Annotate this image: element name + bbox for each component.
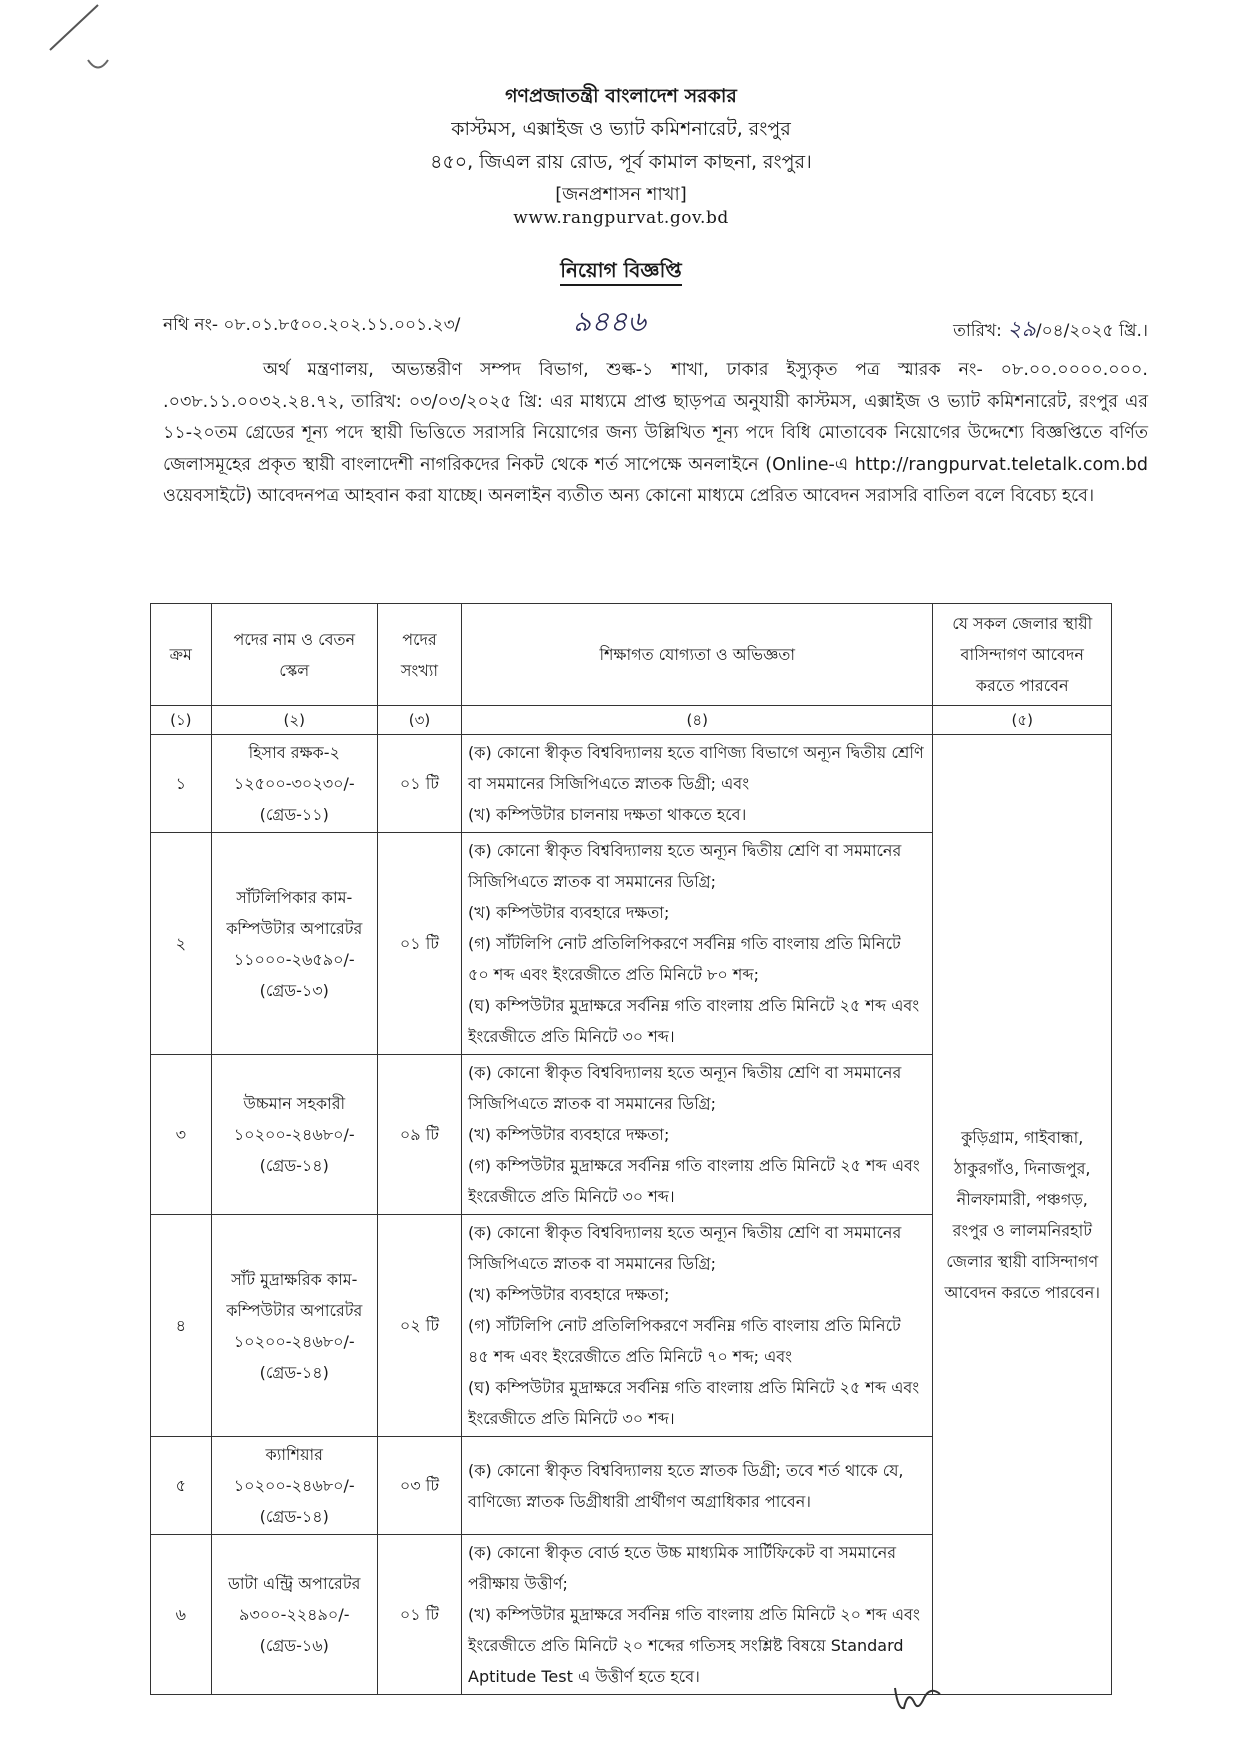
qualification-line: (ক) কোনো স্বীকৃত বিশ্ববিদ্যালয় হতে অন্যূন দ্বিতীয় শ্রেণি বা সমমানের সিজিপিএতে স্নাতক বা সমমানের ডিগ্রি; [468, 841, 902, 891]
post-line: ক্যাশিয়ার [265, 1445, 323, 1464]
qualification-line: (ক) কোনো স্বীকৃত বিশ্ববিদ্যালয় হতে অন্যূন দ্বিতীয় শ্রেণি বা সমমানের সিজিপিএতে স্নাতক বা সমমানের ডিগ্রি; [468, 1223, 902, 1273]
qualification-line: (খ) কম্পিউটার ব্যবহারে দক্ষতা; [468, 903, 670, 922]
col-number: (৩) [377, 706, 461, 735]
notice-title-text: নিয়োগ বিজ্ঞপ্তি [560, 258, 682, 286]
row-qualification [462, 735, 933, 833]
col-number: (২) [211, 706, 377, 735]
row-qualification [462, 833, 933, 1055]
row-post [211, 1215, 377, 1437]
row-post [211, 1055, 377, 1215]
office-address: ৪৫০, জিএল রায় রোড, পূর্ব কামাল কাছনা, রংপুর। [430, 151, 812, 173]
row-sl: ২ [151, 833, 212, 1055]
row-post [211, 1437, 377, 1535]
row-sl: ৩ [151, 1055, 212, 1215]
post-line: হিসাব রক্ষক-২ [248, 743, 340, 762]
col-number: (৫) [933, 706, 1112, 735]
post-line: (গ্রেড-১১) [259, 805, 329, 824]
date-label: তারিখ: [953, 321, 1002, 341]
qualification-line: (গ) সাঁটলিপি নোট প্রতিলিপিকরণে সর্বনিম্ন গতি বাংলায় প্রতি মিনিটে ৫০ শব্দ এবং ইংরেজীতে প্রতি মিনিটে ৮০ শব্দ; [468, 934, 901, 984]
row-post [211, 833, 377, 1055]
memo-handwritten-number: ৯৪৪৬ [573, 305, 646, 338]
post-line: (গ্রেড-১৪) [259, 1507, 329, 1526]
notice-title [0, 256, 1242, 289]
qualification-line: (খ) কম্পিউটার চালনায় দক্ষতা থাকতে হবে। [468, 805, 747, 824]
qualification-line: (গ) সাঁটলিপি নোট প্রতিলিপিকরণে সর্বনিম্ন গতি বাংলায় প্রতি মিনিটে ৪৫ শব্দ এবং ইংরেজীতে প্রতি মিনিটে ৭০ শব্দ; এবং [468, 1316, 901, 1366]
qualification-line: (ঘ) কম্পিউটার মুদ্রাক্ষরে সর্বনিম্ন গতি বাংলায় প্রতি মিনিটে ২৫ শব্দ এবং ইংরেজীতে প্রতি মিনিটে ৩০ শব্দ। [468, 1378, 920, 1428]
post-line: (গ্রেড-১৬) [259, 1636, 329, 1655]
column-number-row [151, 706, 1112, 735]
qualification-line: (খ) কম্পিউটার ব্যবহারে দক্ষতা; [468, 1125, 670, 1144]
qualification-line: (ঘ) কম্পিউটার মুদ্রাক্ষরে সর্বনিম্ন গতি বাংলায় প্রতি মিনিটে ২৫ শব্দ এবং ইংরেজীতে প্রতি মিনিটে ৩০ শব্দ। [468, 996, 920, 1046]
header-sl: ক্রম [151, 604, 212, 706]
post-line: (গ্রেড-১৪) [259, 1362, 329, 1382]
header-districts: যে সকল জেলার স্থায়ী বাসিন্দাগণ আবেদন করতে পারবেন [933, 604, 1112, 706]
post-line: ১০২০০-২৪৬৮০/- [233, 1476, 355, 1495]
post-line: (গ্রেড-১৩) [259, 980, 329, 1000]
post-line: সাঁট মুদ্রাক্ষরিক কাম-কম্পিউটার অপারেটর [226, 1269, 363, 1320]
eligible-districts [933, 735, 1112, 1695]
table-body [151, 706, 1112, 1695]
col-number: (১) [151, 706, 212, 735]
post-line: ১০২০০-২৪৬৮০/- [233, 1125, 355, 1144]
col-number: (৪) [462, 706, 933, 735]
post-line: উচ্চমান সহকারী [243, 1094, 346, 1113]
row-count: ০১ টি [377, 735, 461, 833]
row-count: ০২ টি [377, 1215, 461, 1437]
row-sl: ৬ [151, 1535, 212, 1695]
eligible-districts-text: কুড়িগ্রাম, গাইবান্ধা, ঠাকুরগাঁও, দিনাজপুর, নীলফামারী, পঞ্চগড়, রংপুর ও লালমনিরহাট জেলার স্থায়ী বাসিন্দাগণ আবেদন করতে পারবেন। [944, 1127, 1100, 1302]
row-qualification [462, 1215, 933, 1437]
row-qualification [462, 1437, 933, 1535]
row-post [211, 735, 377, 833]
row-sl: ৫ [151, 1437, 212, 1535]
qualification-line: (ক) কোনো স্বীকৃত বিশ্ববিদ্যালয় হতে বাণিজ্য বিভাগে অন্যূন দ্বিতীয় শ্রেণি বা সমমানের সিজিপিএতে স্নাতক ডিগ্রী; এবং [468, 743, 924, 793]
row-sl: ৪ [151, 1215, 212, 1437]
table-row [151, 735, 1112, 833]
post-line: ১২৫০০-৩০২৩০/- [233, 774, 355, 793]
memo-number: নথি নং- ০৮.০১.৮৫০০.২০২.১১.০০১.২৩/ [163, 315, 461, 335]
qualification-line: (খ) কম্পিউটার মুদ্রাক্ষরে সর্বনিম্ন গতি বাংলায় প্রতি মিনিটে ২০ শব্দ এবং ইংরেজীতে প্রতি মিনিটে ২০ শব্দের গতিসহ সংশ্লিষ্ট বিষয়ে Standard Aptitude Test এ উত্তীর্ণ হতে হবে। [468, 1605, 920, 1686]
office-name: কাস্টমস, এক্সাইজ ও ভ্যাট কমিশনারেট, রংপুর [451, 118, 791, 140]
post-line: (গ্রেড-১৪) [259, 1156, 329, 1175]
government-name: গণপ্রজাতন্ত্রী বাংলাদেশ সরকার [505, 85, 737, 107]
notice-body: অর্থ মন্ত্রণালয়, অভ্যন্তরীণ সম্পদ বিভাগ, শুল্ক-১ শাখা, ঢাকার ইস্যুকৃত পত্র স্মারক নং- ০৮.০০.০০০০.০০০. .০৩৮.১১.০০৩২.২৪.৭২, তারিখ: ০৩/০৩/২০২৫ খ্রি: এর মাধ্যমে প্রাপ্ত ছাড়পত্র অনুযায়ী কাস্টমস, এক্সাইজ ও ভ্যাট কমিশনারেট, রংপুর এর ১১-২০তম গ্রেডের শূন্য পদে স্থায়ী ভিত্তিতে সরাসরি নিয়োগের জন্য উল্লিখিত শূন্য পদে বিধি মোতাবেক নিয়োগের উদ্দেশ্যে বিজ্ঞপ্তিতে বর্ণিত জেলাসমূহের প্রকৃত স্থায়ী বাংলাদেশী নাগরিকদের নিকট থেকে শর্ত সাপেক্ষে অনলাইনে (Online-এ http://rangpurvat.teletalk.com.bd ওয়েবসাইটে) আবেদনপত্র আহবান করা যাচ্ছে। অনলাইন ব্যতীত অন্য কোনো মাধ্যমে প্রেরিত আবেদন সরাসরি বাতিল বলে বিবেচ্য হবে। [163, 360, 1148, 506]
branch-name: [জনপ্রশাসন শাখা] [555, 184, 687, 205]
row-count: ০১ টি [377, 833, 461, 1055]
row-count: ০৩ টি [377, 1437, 461, 1535]
row-count: ০৯ টি [377, 1055, 461, 1215]
header-post: পদের নাম ও বেতন স্কেল [211, 604, 377, 706]
post-line: ১০২০০-২৪৬৮০/- [233, 1331, 355, 1351]
row-qualification [462, 1055, 933, 1215]
initial-signature-icon [890, 1680, 950, 1720]
table-header-row [151, 604, 1112, 706]
date-handwritten: ২৯ [1007, 317, 1036, 342]
website-link[interactable]: www.rangpurvat.gov.bd [513, 208, 729, 228]
qualification-line: (খ) কম্পিউটার ব্যবহারে দক্ষতা; [468, 1285, 670, 1304]
header-count: পদের সংখ্যা [377, 604, 461, 706]
post-line: সাঁটলিপিকার কাম-কম্পিউটার অপারেটর [226, 887, 363, 938]
row-post [211, 1535, 377, 1695]
qualification-line: (ক) কোনো স্বীকৃত বিশ্ববিদ্যালয় হতে স্নাতক ডিগ্রী; তবে শর্ত থাকে যে, বাণিজ্যে স্নাতক ডিগ্রীধারী প্রার্থীগণ অগ্রাধিকার পাবেন। [468, 1460, 904, 1511]
post-line: ডাটা এন্ট্রি অপারেটর [228, 1574, 361, 1593]
pen-mark-icon [40, 0, 120, 80]
qualification-line: (গ) কম্পিউটার মুদ্রাক্ষরে সর্বনিম্ন গতি বাংলায় প্রতি মিনিটে ২৫ শব্দ এবং ইংরেজীতে প্রতি মিনিটে ৩০ শব্দ। [468, 1156, 920, 1206]
vacancy-table [150, 603, 1112, 1695]
post-line: ৯৩০০-২২৪৯০/- [238, 1605, 350, 1624]
qualification-line: (ক) কোনো স্বীকৃত বোর্ড হতে উচ্চ মাধ্যমিক সার্টিফিকেট বা সমমানের পরীক্ষায় উত্তীর্ণ; [468, 1543, 897, 1593]
row-sl: ১ [151, 735, 212, 833]
date-block [953, 312, 1148, 349]
date-rest: /০৪/২০২৫ খ্রি.। [1035, 321, 1148, 341]
header-qualification: শিক্ষাগত যোগ্যতা ও অভিজ্ঞতা [462, 604, 933, 706]
row-count: ০১ টি [377, 1535, 461, 1695]
qualification-line: (ক) কোনো স্বীকৃত বিশ্ববিদ্যালয় হতে অন্যূন দ্বিতীয় শ্রেণি বা সমমানের সিজিপিএতে স্নাতক বা সমমানের ডিগ্রি; [468, 1063, 902, 1113]
row-qualification [462, 1535, 933, 1695]
post-line: ১১০০০-২৬৫৯০/- [233, 949, 355, 969]
